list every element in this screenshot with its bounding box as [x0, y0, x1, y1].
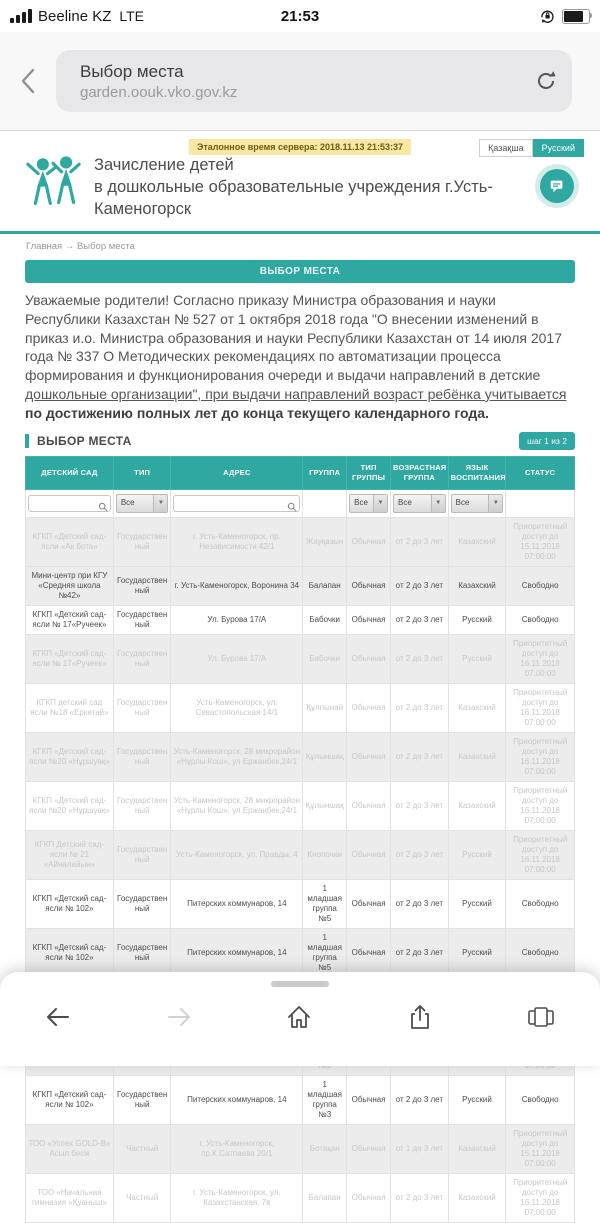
group-cell: Құлыншақ	[303, 732, 347, 781]
type-cell: Государственный	[113, 879, 171, 928]
status-cell: Приоритетный доступ до 16.11.2018 07:00:00	[506, 732, 575, 781]
group-cell: Ботақан	[303, 1124, 347, 1173]
type-cell: Государственный	[113, 634, 171, 683]
address-cell: Усть-Каменогорск, ул. Правды, 4	[171, 830, 303, 879]
table-row[interactable]	[26, 634, 575, 683]
group-cell: Бабочки	[303, 605, 347, 634]
section-title: ВЫБОР МЕСТА	[25, 434, 132, 448]
places-table	[25, 456, 575, 1223]
type-cell: Государственный	[113, 928, 171, 977]
language-cell: Русский	[448, 605, 506, 634]
intro-bold-text: по достижению полных лет до конца текущего календарного года.	[25, 404, 489, 421]
kindergarten-cell: КГКП Детский сад-ясли № 21 «Айналайын»	[26, 830, 114, 879]
type-cell: Государственный	[113, 1075, 171, 1124]
filter-type-select[interactable]: Все ▼	[116, 494, 169, 513]
filter-age-group-select[interactable]: Все ▼	[393, 494, 446, 513]
page-url: garden.oouk.vko.gov.kz	[80, 83, 238, 101]
address-cell: г. Усть-Каменогорск, ул. Казахстанская, 7в	[171, 1173, 303, 1222]
address-cell: г. Усть-Каменогорск, пр.К.Сатпаева 20/1	[171, 1124, 303, 1173]
language-switcher	[479, 139, 584, 157]
page-title: Выбор места	[80, 61, 184, 81]
kindergarten-cell: ТОО «Успех GOLD-B» Асыл бесік	[26, 1124, 114, 1173]
reload-icon[interactable]	[534, 69, 558, 93]
status-cell: Свободно	[506, 605, 575, 634]
language-cell: Русский	[448, 879, 506, 928]
site-logo-children-icon	[26, 155, 82, 209]
kindergarten-cell: КГКП «Детский сад-ясли №20 «Нұршуақ»	[26, 781, 114, 830]
language-cell: Русский	[448, 830, 506, 879]
carrier-label: Beeline KZ	[38, 7, 112, 25]
kindergarten-cell: КГКП «Детский сад-ясли № 17«Ручеек»	[26, 634, 114, 683]
table-row[interactable]	[26, 1173, 575, 1222]
table-row[interactable]	[26, 605, 575, 634]
status-cell: Приоритетный доступ до 15.11.2018 07:00:00	[506, 517, 575, 566]
table-row[interactable]	[26, 879, 575, 928]
address-cell: Усть-Каменогорск, 28 микрорайон «Нұрлы Кош», ул Ержанбек,24/1	[171, 781, 303, 830]
group-type-cell: Обычная	[347, 830, 391, 879]
chevron-down-icon: ▼	[153, 495, 167, 512]
browser-toolbar	[0, 32, 600, 131]
language-cell: Русский	[448, 634, 506, 683]
address-cell: г. Усть-Каменогорск, пр. Независимости 42/1	[171, 517, 303, 566]
group-type-cell: Обычная	[347, 879, 391, 928]
age-group-cell: от 2 до 3 лет	[391, 732, 449, 781]
intro-paragraph: Уважаемые родители! Согласно приказу Министра образования и науки Республики Казахстан № 527 от 1 октября 2018 года "О внесении изменений в приказ и.о. Министра образования и науки Республики Казахстан от 14 июля 2017 года № 337 О Методических рекомендациях по автоматизации процесса формирования и функционирования очереди и выдачи направлений в детские дошкольные организации", при выдачи направлений возраст ребёнка учитывается по достижению полных лет до конца текущего календарного года.	[25, 292, 567, 421]
age-group-cell: от 2 до 3 лет	[391, 605, 449, 634]
address-cell: г. Усть-Каменогорск, Воронина 34	[171, 566, 303, 605]
col-header-age-group[interactable]: ВОЗРАСТНАЯ ГРУППА	[391, 457, 449, 490]
age-group-cell: от 2 до 3 лет	[391, 830, 449, 879]
chevron-left-icon	[20, 67, 36, 95]
status-cell: Свободно	[506, 1075, 575, 1124]
age-group-cell: от 1 до 3 лет	[391, 1124, 449, 1173]
status-cell: Приоритетный доступ до 16.11.2018 07:00:00	[506, 830, 575, 879]
type-cell: Частный	[113, 1173, 171, 1222]
kindergarten-cell: КГКП «Детский сад-ясли № 102»	[26, 928, 114, 977]
intro-underlined-text: дошкольные организации", при выдачи направлений возраст ребёнка учитывается	[25, 385, 567, 402]
language-cell: Казахский	[448, 566, 506, 605]
table-row[interactable]	[26, 1124, 575, 1173]
table-row[interactable]	[26, 928, 575, 977]
address-cell: Ул. Бурова 17/А	[171, 605, 303, 634]
table-row[interactable]	[26, 566, 575, 605]
col-header-group-type[interactable]: ТИП ГРУППЫ	[347, 457, 391, 490]
group-cell: Жауқазын	[303, 517, 347, 566]
site-header	[0, 131, 600, 231]
address-cell: Усть-Каменогорск, ул. Севастопольская 14/1	[171, 683, 303, 732]
group-cell: Кнопочки	[303, 830, 347, 879]
breadcrumb-home-link[interactable]: Главная	[26, 241, 63, 252]
language-cell: Русский	[448, 928, 506, 977]
server-time-badge: Эталонное время сервера: 2018.11.13 21:53:37	[189, 139, 411, 155]
address-cell: Питерских коммунаров, 14	[171, 1075, 303, 1124]
age-group-cell: от 2 до 3 лет	[391, 1173, 449, 1222]
type-cell: Государственный	[113, 732, 171, 781]
type-cell: Государственный	[113, 830, 171, 879]
type-cell: Государственный	[113, 517, 171, 566]
status-cell: Приоритетный доступ до 15.11.2018 07:00:00	[506, 1124, 575, 1173]
language-cell: Русский	[448, 1075, 506, 1124]
group-type-cell: Обычная	[347, 1173, 391, 1222]
kindergarten-cell: КГКП «Детский сад-ясли № 102»	[26, 879, 114, 928]
col-header-language[interactable]: ЯЗЫК ВОСПИТАНИЯ	[448, 457, 506, 490]
col-header-type[interactable]: ТИП	[113, 457, 171, 490]
address-cell: Питерских коммунаров, 14	[171, 879, 303, 928]
group-cell: Балапан	[303, 566, 347, 605]
browser-back-button[interactable]	[0, 67, 56, 95]
group-cell: 1 младшая группа №5	[303, 879, 347, 928]
group-type-cell: Обычная	[347, 634, 391, 683]
lang-kazakh-button[interactable]: Қазақша	[479, 139, 532, 157]
group-cell: Бабочки	[303, 634, 347, 683]
page-banner	[25, 260, 575, 283]
forward-icon	[165, 1003, 193, 1031]
group-type-cell: Обычная	[347, 781, 391, 830]
tabs-icon[interactable]	[526, 1003, 556, 1031]
language-cell: Казахский	[448, 781, 506, 830]
group-cell: 1 младшая группа №5	[303, 928, 347, 977]
address-cell: Усть-Каменогорск, 28 микрорайон «Нұрлы Кош», ул Ержанбек,24/1	[171, 732, 303, 781]
kindergarten-cell: КГКП «Детский сад-ясли №20 «Нұршуақ»	[26, 732, 114, 781]
status-cell: Свободно	[506, 879, 575, 928]
kindergarten-cell: Мини-центр при КГУ «Средняя школа №42»	[26, 566, 114, 605]
kindergarten-cell: КГКП «Детский сад-ясли «Ак бота»	[26, 517, 114, 566]
language-cell: Казахский	[448, 1124, 506, 1173]
age-group-cell: от 2 до 3 лет	[391, 566, 449, 605]
type-cell: Государственный	[113, 605, 171, 634]
section-header	[25, 432, 575, 450]
lang-russian-button[interactable]: Русский	[533, 139, 584, 157]
kindergarten-cell: КГКП «Детский сад-ясли № 102»	[26, 1075, 114, 1124]
step-badge: шаг 1 из 2	[519, 432, 575, 450]
status-cell: Свободно	[506, 566, 575, 605]
language-cell: Казахский	[448, 732, 506, 781]
age-group-cell: от 2 до 3 лет	[391, 517, 449, 566]
col-header-kindergarten[interactable]: ДЕТСКИЙ САД	[26, 457, 114, 490]
rotation-lock-icon	[539, 8, 556, 25]
filter-address-input[interactable]	[173, 495, 300, 512]
group-type-cell: Обычная	[347, 683, 391, 732]
group-type-cell: Обычная	[347, 928, 391, 977]
group-type-cell: Обычная	[347, 732, 391, 781]
group-cell: Құлпынай	[303, 683, 347, 732]
address-bar[interactable]	[56, 50, 572, 112]
kindergarten-cell: ТОО «Начальная гимназия «Қуаныш»	[26, 1173, 114, 1222]
table-row[interactable]	[26, 517, 575, 566]
site-title: Зачисление детей в дошкольные образовательные учреждения г.Усть-Каменогорск	[94, 156, 493, 218]
col-header-address[interactable]: АДРЕС	[171, 457, 303, 490]
group-type-cell: Обычная	[347, 566, 391, 605]
table-header-row	[26, 457, 575, 490]
type-cell: Государственный	[113, 781, 171, 830]
group-cell: Құлыншақ	[303, 781, 347, 830]
table-row[interactable]	[26, 781, 575, 830]
table-filter-row	[26, 489, 575, 517]
chat-bubble-icon	[548, 177, 566, 195]
type-cell: Государственный	[113, 683, 171, 732]
chevron-down-icon: ▼	[373, 495, 387, 512]
table-body	[26, 517, 575, 1222]
language-cell: Казахский	[448, 683, 506, 732]
age-group-cell: от 2 до 3 лет	[391, 879, 449, 928]
breadcrumb-current: Выбор места	[76, 241, 135, 252]
language-cell: Казахский	[448, 1173, 506, 1222]
address-cell: Ул. Бурова 17/А	[171, 634, 303, 683]
status-cell: Приоритетный доступ до 16.11.2018 07:00:00	[506, 634, 575, 683]
status-cell: Приоритетный доступ до 16.11.2018 07:00:00	[506, 1173, 575, 1222]
chevron-down-icon: ▼	[431, 495, 445, 512]
table-row[interactable]	[26, 732, 575, 781]
share-icon[interactable]	[406, 1003, 434, 1031]
status-cell: Приоритетный доступ до 16.11.2018 07:00:00	[506, 683, 575, 732]
filter-language-select[interactable]: Все ▼	[451, 494, 504, 513]
type-cell: Государственный	[113, 566, 171, 605]
battery-icon	[562, 9, 590, 24]
col-header-group[interactable]: ГРУППА	[303, 457, 347, 490]
age-group-cell: от 2 до 3 лет	[391, 928, 449, 977]
age-group-cell: от 2 до 3 лет	[391, 634, 449, 683]
group-type-cell: Обычная	[347, 605, 391, 634]
age-group-cell: от 2 до 3 лет	[391, 1075, 449, 1124]
table-row[interactable]	[26, 683, 575, 732]
status-cell: Приоритетный доступ до 16.11.2018 07:00:00	[506, 781, 575, 830]
col-header-status[interactable]: СТАТУС	[506, 457, 575, 490]
chat-button[interactable]	[540, 169, 574, 203]
address-cell: Питерских коммунаров, 14	[171, 928, 303, 977]
back-icon[interactable]	[44, 1003, 72, 1031]
group-type-cell: Обычная	[347, 1075, 391, 1124]
age-group-cell: от 2 до 3 лет	[391, 781, 449, 830]
clock-label: 21:53	[280, 7, 320, 25]
filter-group-type-select[interactable]: Все ▼	[349, 494, 388, 513]
kindergarten-cell: КГКП детский сад ясли №18 «Еркетай»	[26, 683, 114, 732]
type-cell: Частный	[113, 1124, 171, 1173]
group-type-cell: Обычная	[347, 517, 391, 566]
search-icon	[287, 502, 297, 512]
home-icon[interactable]	[285, 1003, 313, 1031]
kindergarten-cell: КГКП «Детский сад-ясли № 17«Ручеек»	[26, 605, 114, 634]
search-icon	[98, 502, 108, 512]
group-cell: Балапан	[303, 1173, 347, 1222]
language-cell: Казахский	[448, 517, 506, 566]
status-cell: Свободно	[506, 928, 575, 977]
network-type-label: LTE	[119, 8, 145, 24]
table-row[interactable]	[26, 830, 575, 879]
page-banner-title: ВЫБОР МЕСТА	[259, 266, 341, 277]
group-type-cell: Обычная	[347, 1124, 391, 1173]
status-bar	[0, 0, 600, 32]
table-row[interactable]	[26, 1075, 575, 1124]
breadcrumb	[0, 234, 600, 258]
breadcrumb-separator: →	[64, 241, 75, 252]
age-group-cell: от 2 до 3 лет	[391, 683, 449, 732]
browser-bottom-sheet	[0, 972, 600, 1066]
chevron-down-icon: ▼	[488, 495, 502, 512]
group-cell: 1 младшая группа №3	[303, 1075, 347, 1124]
